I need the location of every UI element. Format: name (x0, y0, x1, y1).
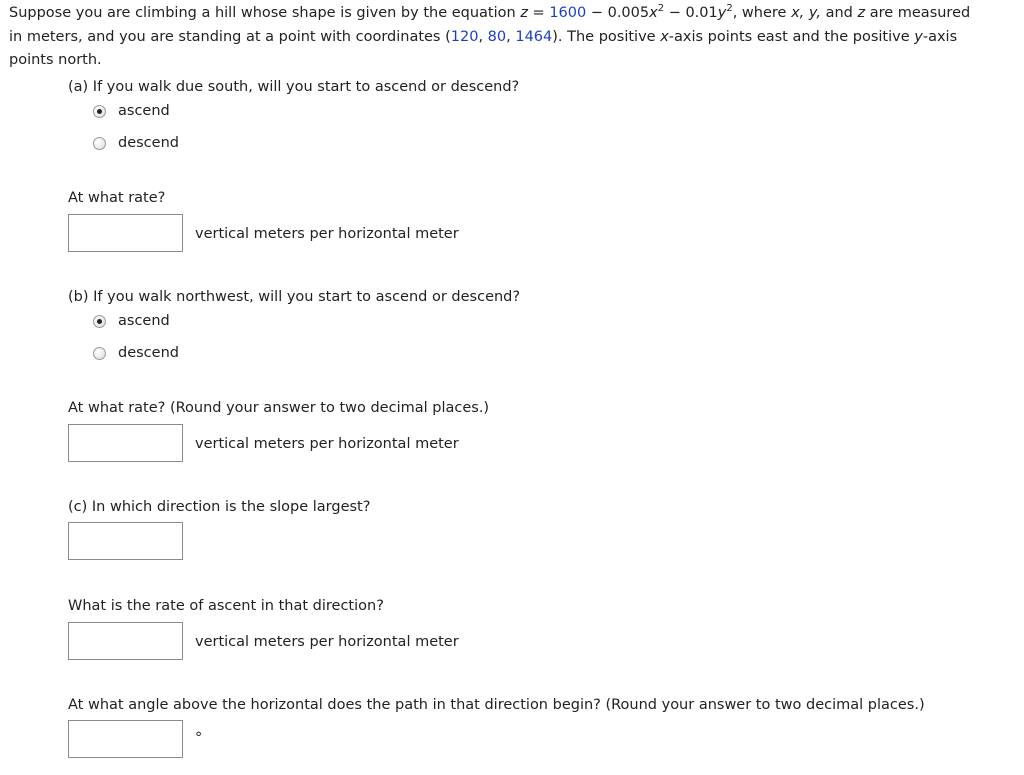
part-c-angle-question: At what angle above the horizontal does the path in that direction begin? (Round your answer to two decimal places.) (68, 697, 925, 713)
part-c-rate-unit: vertical meters per horizontal meter (195, 634, 459, 650)
part-c-question: (c) In which direction is the slope largest? (68, 499, 371, 515)
part-b-ascend-radio[interactable] (93, 315, 106, 328)
part-a-rate-input[interactable] (68, 214, 183, 252)
part-b-option-ascend[interactable] (93, 313, 170, 329)
part-a-option-descend[interactable] (93, 135, 179, 151)
problem-line-1: Suppose you are climbing a hill whose shape is given by the equation $z = 1600 - 0.005x^2 - 0.01y^2$, where x, y, and z are measured (9, 3, 971, 21)
part-c-rate-question: What is the rate of ascent in that direction? (68, 598, 384, 614)
part-a-rate-label: At what rate? (68, 190, 166, 206)
part-c-angle-input[interactable] (68, 720, 183, 758)
coord-x: 120 (450, 28, 479, 45)
part-c-direction-input[interactable] (68, 522, 183, 560)
part-c-rate-input[interactable] (68, 622, 183, 660)
part-a-ascend-radio[interactable] (93, 105, 106, 118)
part-a-unit: vertical meters per horizontal meter (195, 226, 459, 242)
part-b-rate-label: At what rate? (Round your answer to two decimal places.) (68, 400, 490, 416)
part-b-question: (b) If you walk northwest, will you start to ascend or descend? (68, 289, 521, 305)
part-a-option-ascend[interactable] (93, 103, 170, 119)
problem-statement (9, 2, 1019, 73)
part-b-unit: vertical meters per horizontal meter (195, 436, 459, 452)
part-b-option-descend[interactable] (93, 345, 179, 361)
coord-z: 1464 (515, 28, 553, 45)
coord-y: 80 (487, 28, 507, 45)
problem-line-2: in meters, and you are standing at a point with coordinates (120, 80, 1464). The positive x-axis points east and the positive y-axis (9, 28, 958, 45)
part-b-rate-input[interactable] (68, 424, 183, 462)
problem-line-3: points north. (9, 52, 102, 68)
part-b-descend-radio[interactable] (93, 347, 106, 360)
part-b-descend-label: descend (118, 345, 179, 361)
degree-unit: ° (195, 730, 203, 746)
part-a-descend-radio[interactable] (93, 137, 106, 150)
part-a-ascend-label: ascend (118, 103, 170, 119)
part-a-question: (a) If you walk due south, will you start to ascend or descend? (68, 79, 520, 95)
part-b-ascend-label: ascend (118, 313, 170, 329)
part-a-descend-label: descend (118, 135, 179, 151)
equation-constant: 1600 (549, 5, 587, 21)
